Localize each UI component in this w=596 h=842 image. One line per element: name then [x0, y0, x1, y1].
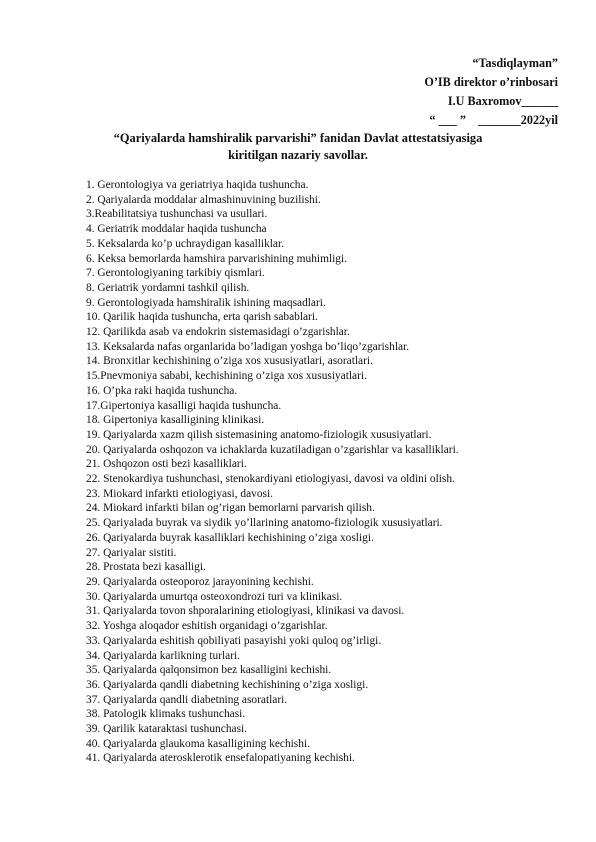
approver-name: I.U Baxromov______: [447, 94, 558, 108]
question-item: 17.Gipertoniya kasalligi haqida tushuncha.: [86, 399, 282, 412]
question-item: 10. Qarilik haqida tushuncha, erta qarish sabablari.: [86, 311, 318, 324]
question-item: 7. Gerontologiyaning tarkibiy qismlari.: [86, 267, 265, 280]
question-item: 37. Qariyalarda qandli diabetning asoratlari.: [86, 693, 288, 706]
question-item: 19. Qariyalarda xazm qilish sistemasining anatomo-fiziologik xususiyatlari.: [86, 428, 432, 441]
question-item: 14. Bronxitlar kechishining o’ziga xos xususiyatlari, asoratlari.: [86, 355, 373, 368]
question-item: 31. Qariyalarda tovon shporalarining etiologiyasi, klinikasi va davosi.: [86, 605, 405, 618]
question-item: 21. Oshqozon osti bezi kasalliklari.: [86, 458, 247, 471]
question-item: 39. Qarilik kataraktasi tushunchasi.: [86, 723, 248, 736]
question-item: 3.Reabilitatsiya tushunchasi va usullari.: [86, 208, 268, 221]
question-item: 16. O’pka raki haqida tushuncha.: [86, 384, 238, 397]
question-item: 33. Qariyalarda eshitish qobiliyati pasayishi yoki quloq og’irligi.: [86, 634, 382, 647]
title-line-1: “Qariyalarda hamshiralik parvarishi” fanidan Davlat attestatsiyasiga: [113, 131, 483, 145]
question-item: 24. Miokard infarkti bilan og’rigan bemorlarni parvarish qilish.: [86, 502, 375, 515]
question-list: [86, 178, 566, 766]
question-item: 27. Qariyalar sistiti.: [86, 546, 177, 559]
question-item: 25. Qariyalada buyrak va siydik yo’llarining anatomo-fiziologik xususiyatlari.: [86, 517, 443, 530]
question-item: 23. Miokard infarkti etiologiyasi, davosi.: [86, 487, 273, 500]
approval-block: [424, 54, 558, 130]
question-item: 8. Geriatrik yordamni tashkil qilish.: [86, 281, 250, 294]
approval-heading: “Tasdiqlayman”: [472, 56, 558, 70]
question-item: 22. Stenokardiya tushunchasi, stenokardiyani etiologiyasi, davosi va oldini olish.: [86, 473, 455, 486]
question-item: 2. Qariyalarda moddalar almashinuvining buzilishi.: [86, 193, 321, 206]
question-item: 12. Qarilikda asab va endokrin sistemasidagi o’zgarishlar.: [86, 326, 350, 339]
question-item: 18. Gipertoniya kasalligining klinikasi.: [86, 414, 265, 427]
question-item: 4. Geriatrik moddalar haqida tushuncha: [86, 223, 267, 236]
question-item: 13. Keksalarda nafas organlarida bo’ladigan yoshga bo’liqo’zgarishlar.: [86, 340, 410, 353]
question-item: 15.Pnevmoniya sababi, kechishining o’ziga xos xususiyatlari.: [86, 370, 367, 383]
question-item: 6. Keksa bemorlarda hamshira parvarishining muhimligi.: [86, 252, 347, 265]
question-item: 30. Qariyalarda umurtqa osteoxondrozi turi va klinikasi.: [86, 590, 343, 603]
question-item: 26. Qariyalarda buyrak kasalliklari kechishining o’ziga xosligi.: [86, 531, 374, 544]
question-item: 38. Patologik klimaks tushunchasi.: [86, 708, 246, 721]
question-item: 20. Qariyalarda oshqozon va ichaklarda kuzatiladigan o’zgarishlar va kasalliklari.: [86, 443, 459, 456]
question-item: 34. Qariyalarda karlikning turlari.: [86, 649, 241, 662]
question-item: 29. Qariyalarda osteoporoz jarayonining kechishi.: [86, 575, 314, 588]
approver-position: O’IB direktor o’rinbosari: [424, 75, 558, 89]
question-item: 36. Qariyalarda qandli diabetning kechishining o’ziga xosligi.: [86, 678, 369, 691]
document-title: [60, 130, 536, 164]
question-item: 5. Keksalarda ko’p uchraydigan kasalliklar.: [86, 237, 285, 250]
question-item: 32. Yoshga aloqador eshitish organidagi o’zgarishlar.: [86, 620, 328, 633]
question-item: 1. Gerontologiya va geriatriya haqida tushuncha.: [86, 179, 309, 191]
title-line-2: kiritilgan nazariy savollar.: [228, 148, 368, 162]
question-item: 28. Prostata bezi kasalligi.: [86, 561, 206, 574]
question-item: 9. Gerontologiyada hamshiralik ishining maqsadlari.: [86, 296, 326, 309]
approval-date: “ ___ ” _______2022yil: [429, 113, 558, 127]
question-item: 41. Qariyalarda aterosklerotik ensefalopatiyaning kechishi.: [86, 752, 355, 765]
question-item: 35. Qariyalarda qalqonsimon bez kasalligini kechishi.: [86, 664, 332, 677]
question-item: 40. Qariyalarda glaukoma kasalligining kechishi.: [86, 737, 310, 750]
